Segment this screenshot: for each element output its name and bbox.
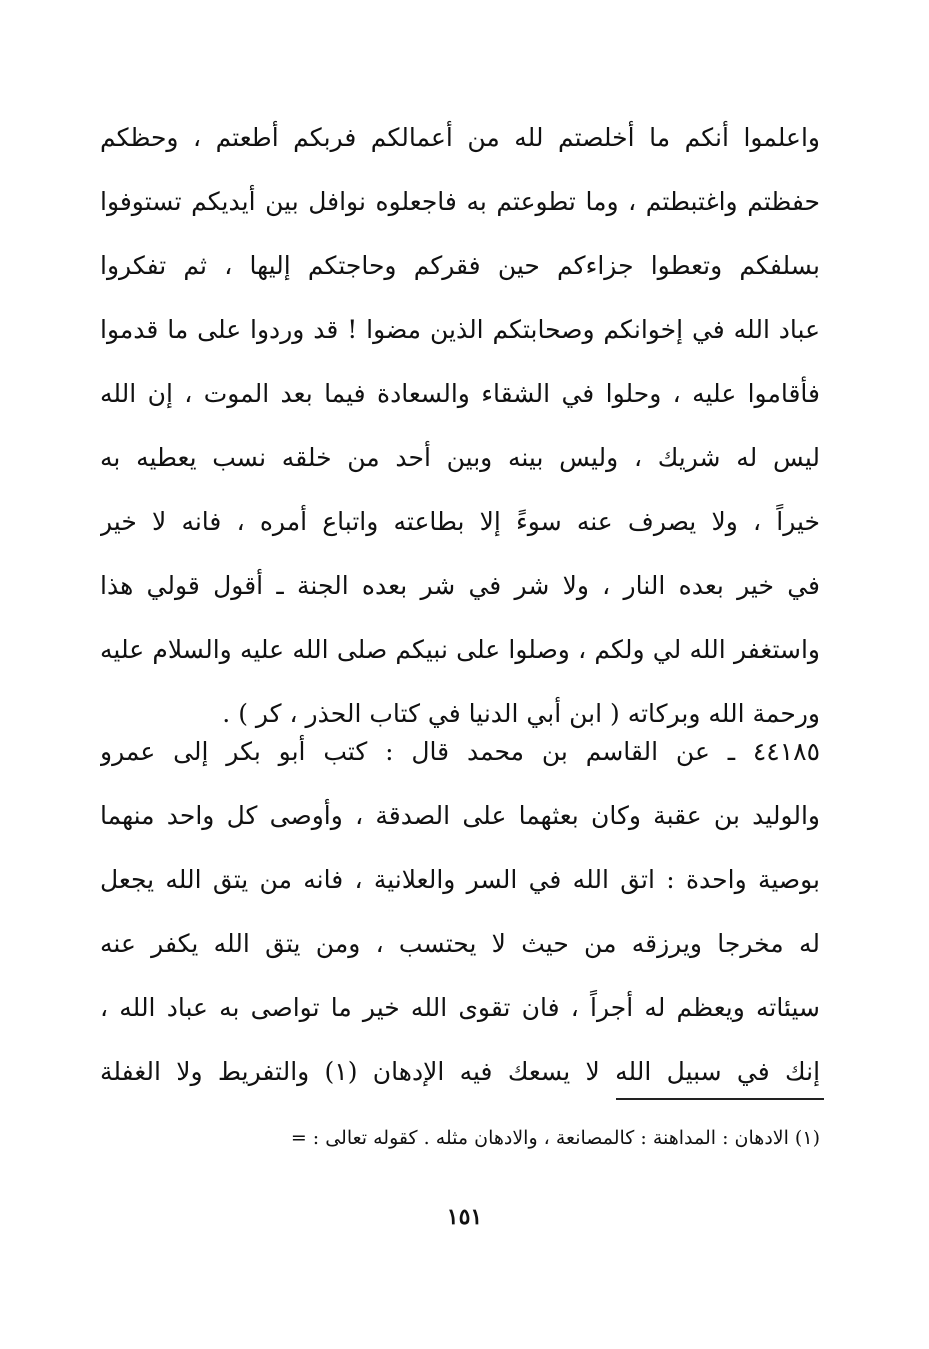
text-line: حفظتم واغتبطتم ، وما تطوعتم به فاجعلوه نوافل بين أيديكم تستوفوا <box>100 187 820 216</box>
text-line: ٤٤١٨٥ ـ عن القاسم بن محمد قال : كتب أبو بكر إلى عمرو <box>100 737 820 766</box>
text-line: بسلفكم وتعطوا جزاءكم حين فقركم وحاجتكم إليها ، ثم تفكروا <box>100 251 820 280</box>
paragraph-2 <box>100 720 820 1104</box>
text-line: في خير بعده النار ، ولا شر في شر بعده الجنة ـ أقول قولي هذا <box>100 571 820 600</box>
text-line: واعلموا أنكم ما أخلصتم لله من أعمالكم فربكم أطعتم ، وحظكم <box>100 123 820 152</box>
page-number: ١٥١ <box>446 1204 483 1230</box>
text-line: سيئاته ويعظم له أجراً ، فان تقوى الله خير ما تواصى به عباد الله ، <box>100 993 820 1022</box>
text-line: له مخرجا ويرزقه من حيث لا يحتسب ، ومن يتق الله يكفر عنه <box>100 929 820 958</box>
text-line: عباد الله في إخوانكم وصحابتكم الذين مضوا ! قد وردوا على ما قدموا <box>100 315 820 344</box>
text-line: فأقاموا عليه ، وحلوا في الشقاء والسعادة فيما بعد الموت ، إن الله <box>100 379 820 408</box>
text-line: بوصية واحدة : اتق الله في السر والعلانية ، فانه من يتق الله يجعل <box>100 865 820 894</box>
text-line: واستغفر الله لي ولكم ، وصلوا على نبيكم صلى الله عليه والسلام عليه <box>100 635 820 664</box>
text-line: إنك في سبيل الله لا يسعك فيه الإدهان (١) والتفريط ولا الغفلة <box>100 1057 820 1086</box>
paragraph-1 <box>100 106 820 746</box>
footnote: (١) الادهان : المداهنة : كالمصانعة ، والادهان مثله . كقوله تعالى : = <box>290 1127 820 1149</box>
text-line: خيراً ، ولا يصرف عنه سوءً إلا بطاعته واتباع أمره ، فانه لا خير <box>100 507 820 536</box>
text-line: والوليد بن عقبة وكان بعثهما على الصدقة ، وأوصى كل واحد منهما <box>100 801 820 830</box>
footnote-divider <box>616 1098 824 1100</box>
text-line: ورحمة الله وبركاته ( ابن أبي الدنيا في كتاب الحذر ، كر ) . <box>222 699 820 728</box>
text-line: ليس له شريك ، وليس بينه وبين أحد من خلقه نسب يعطيه به <box>100 443 820 472</box>
